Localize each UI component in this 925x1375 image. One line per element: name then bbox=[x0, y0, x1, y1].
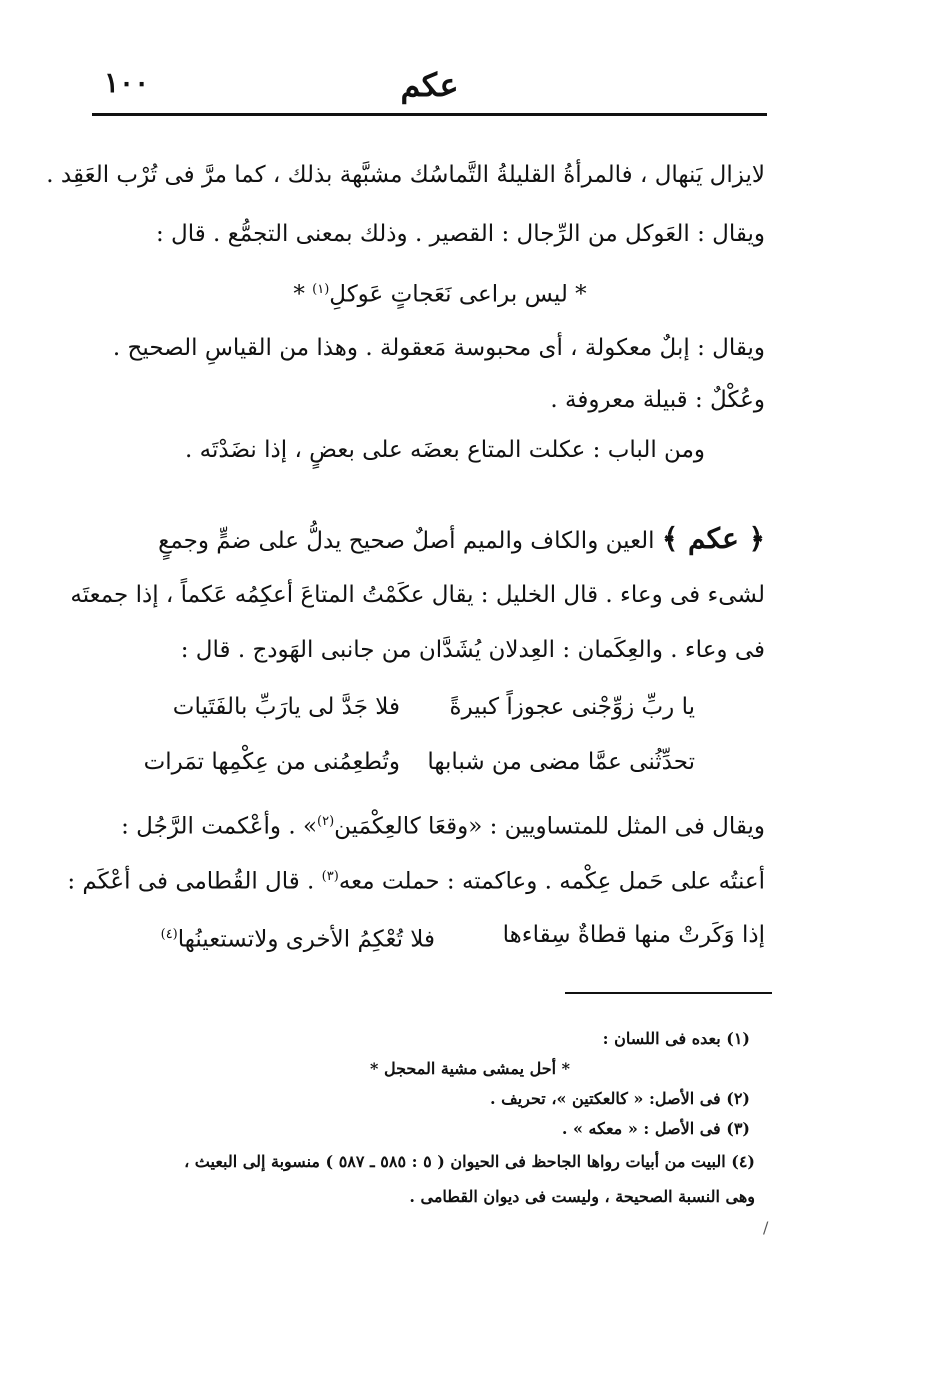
page-header bbox=[92, 62, 767, 112]
verse-3-second-hemistich bbox=[161, 918, 435, 957]
footnote-ref: (٤) bbox=[160, 927, 178, 942]
entry-text-4b: » . وأعْكمت الرَّجُل : bbox=[121, 813, 318, 840]
body-line-2: ويقال : العَوكل من الرِّجال : القصير . وذلك بمعنى التجمُّع . قال : bbox=[155, 221, 765, 247]
entry-text: العين والكاف والميم أصلٌ صحيح يدلُّ على ضمٍّ وجمعٍ bbox=[158, 528, 655, 554]
footnotes-rule bbox=[565, 992, 772, 994]
entry-line-1 bbox=[115, 522, 765, 558]
verse-3-first-hemistich: إذا وَكَرتْ منها قطاةٌ سِقاءها bbox=[502, 922, 765, 948]
entry-line-4 bbox=[115, 805, 765, 844]
verse-line-1 bbox=[115, 273, 765, 312]
verse-text: * ليس براعى نَعَجاتٍ عَوكلِ bbox=[329, 281, 587, 308]
entry-text-5a: أعنتُه على حَمل عِكْمه . وعاكمته : حملت معه bbox=[338, 868, 765, 895]
footnote-1-verse: * أحل يمشى مشية المحجل * bbox=[370, 1059, 570, 1078]
header-rule bbox=[92, 113, 767, 116]
verse-asterisk: * bbox=[293, 281, 305, 308]
entry-line-5 bbox=[67, 860, 765, 899]
body-line-4: ويقال : إبلٌ معكولة ، أى محبوسة مَعقولة . وهذا من القياسِ الصحيح . bbox=[112, 335, 765, 361]
running-head: عكم bbox=[400, 66, 459, 104]
entry-text-5b: . قال القُطامى فى أعْكَم : bbox=[67, 868, 315, 895]
footnote-ref: (٣) bbox=[321, 869, 339, 884]
verse-2-second-hemistich: وتُطعِمُنى من عِكْمِها تمَرات bbox=[143, 749, 400, 775]
verse-2-first-hemistich: تحدِّثُنى عمَّا مضى من شبابها bbox=[427, 749, 695, 775]
verse-1-first-hemistich: يا ربِّ زوِّجْنى عجوزاً كبيرةً bbox=[449, 694, 695, 720]
footnote-4-line-2: وهى النسبة الصحيحة ، وليست فى ديوان القطامى . bbox=[409, 1187, 755, 1206]
footnote-1: (١) بعده فى اللسان : bbox=[602, 1029, 750, 1048]
entry-text-4a: ويقال فى المثل للمتساويين : «وقعَا كالعِكْمَين bbox=[334, 813, 765, 840]
body-line-6: ومن الباب : عكلت المتاع بعضَه على بعضٍ ، إذا نضَدْتَه . bbox=[185, 437, 705, 463]
footnote-4-line-1: (٤) البيت من أبيات رواها الجاحظ فى الحيوان ( ٥ : ٥٨٥ ـ ٥٨٧ ) منسوبة إلى البعيث ، bbox=[184, 1152, 755, 1171]
stray-mark: / bbox=[763, 1218, 769, 1237]
footnote-ref: (١) bbox=[312, 282, 330, 297]
body-line-5: وعُكْلٌ : قبيلة معروفة . bbox=[550, 387, 765, 413]
body-line-1: لايزال يَنهال ، فالمرأةُ القليلةُ التَّماسُك مشبَّهة بذلك ، كما مرَّ فى تُرْب العَقِد . bbox=[46, 162, 765, 188]
verse-1-second-hemistich: فلا جَدَّ لى يارَبِّ بالفَتَيات bbox=[172, 694, 400, 720]
entry-line-2: لشىء فى وعاء . قال الخليل : يقال عكَمْتُ المتاعَ أعكِمُه عَكماً ، إذا جمعتَه bbox=[70, 582, 765, 608]
footnote-2: (٢) فى الأصل: « كالعكتين »، تحريف . bbox=[489, 1089, 750, 1108]
footnote-ref: (٢) bbox=[317, 814, 335, 829]
footnote-3: (٣) فى الأصل : « معكه » . bbox=[561, 1119, 750, 1138]
verse-3-second-text: فلا تُعْكِمُ الأخرى ولاتستعينُها bbox=[177, 926, 435, 953]
entry-heading: ﴿ عكم ﴾ bbox=[661, 522, 765, 555]
page-number: ١٠٠ bbox=[104, 66, 150, 99]
entry-line-3: فى وعاء . والعِكَمان : العِدلان يُشَدَّان من جانبى الهَودج . قال : bbox=[180, 637, 765, 663]
